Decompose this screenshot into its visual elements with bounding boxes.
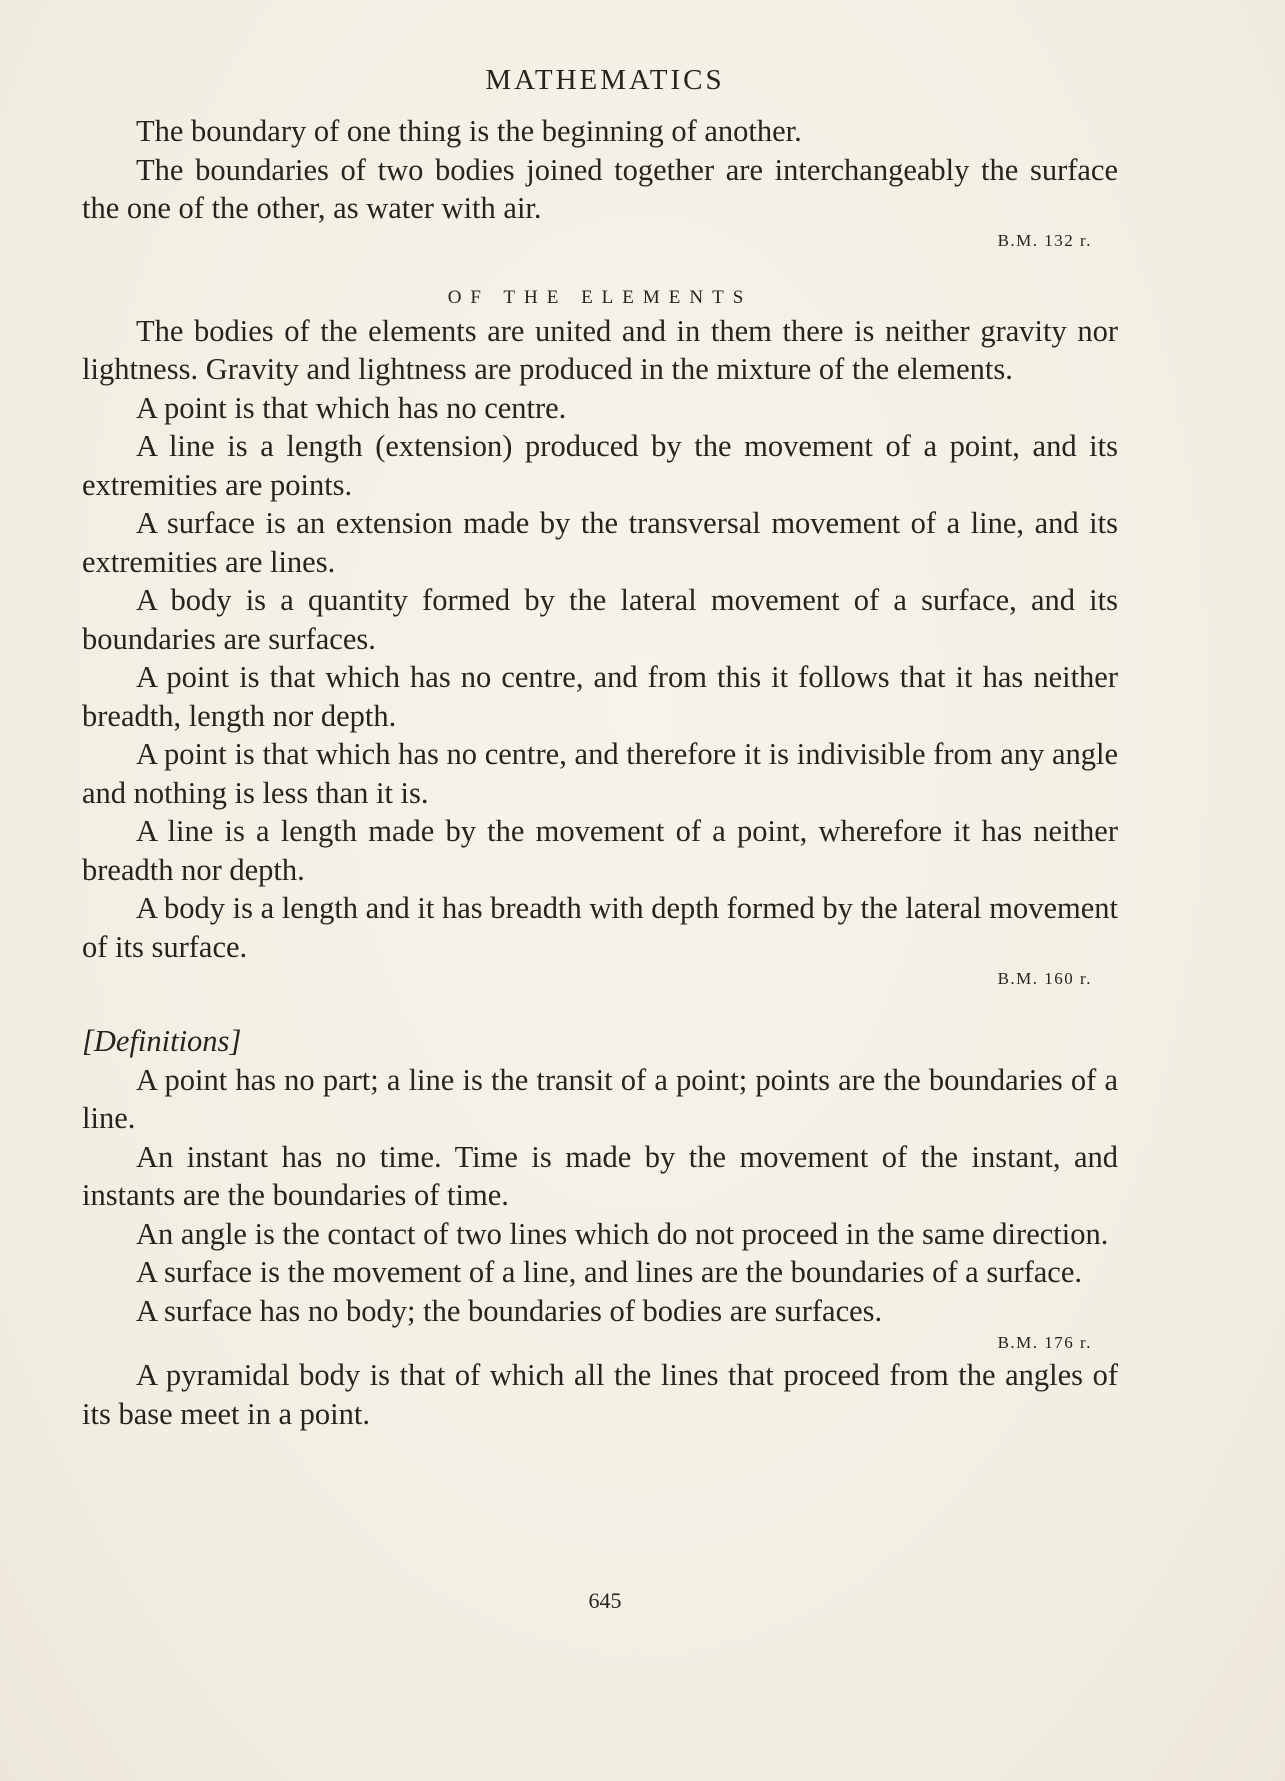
paragraph: The boundaries of two bodies joined together are interchangeably the surface the one of the other, as water with air.	[82, 152, 1118, 225]
paragraph: A point is that which has no centre, and from this it follows that it has neither breadth, length nor depth.	[82, 660, 1118, 733]
paragraph: A surface is the movement of a line, and lines are the boundaries of a surface.	[136, 1255, 1082, 1289]
paragraph: A line is a length made by the movement of a point, wherefore it has neither breadth nor depth.	[82, 814, 1118, 887]
running-header: MATHEMATICS	[485, 64, 725, 96]
paragraph: A surface is an extension made by the transversal movement of a line, and its extremities are lines.	[82, 506, 1118, 579]
paragraph: A pyramidal body is that of which all the lines that proceed from the angles of its base meet in a point.	[82, 1358, 1118, 1431]
paragraph: The bodies of the elements are united and in them there is neither gravity nor lightness. Gravity and lightness are produced in the mixture of the elements.	[82, 313, 1118, 386]
section-title: OF THE ELEMENTS	[447, 286, 753, 308]
paragraph: An instant has no time. Time is made by the movement of the instant, and instants are the boundaries of time.	[82, 1139, 1118, 1212]
paragraph: A point is that which has no centre.	[136, 390, 567, 425]
bracket-close: ]	[229, 1024, 242, 1058]
source-reference: B.M. 176 r.	[997, 1333, 1092, 1352]
heading-text: Definitions	[93, 1024, 230, 1058]
paragraph: An angle is the contact of two lines which do not proceed in the same direction.	[136, 1216, 1109, 1251]
source-reference: B.M. 132 r.	[997, 230, 1092, 250]
paragraph: A point is that which has no centre, and therefore it is indivisible from any angle and nothing is less than it is.	[82, 737, 1118, 810]
page-number: 645	[588, 1588, 622, 1613]
paragraph: A surface has no body; the boundaries of bodies are surfaces.	[136, 1293, 883, 1328]
paragraph: The boundary of one thing is the beginning of another.	[136, 114, 802, 148]
source-reference: B.M. 160 r.	[997, 969, 1092, 988]
paragraph: A line is a length (extension) produced by the movement of a point, and its extremities are points.	[82, 429, 1118, 502]
paragraph: A body is a quantity formed by the lateral movement of a surface, and its boundaries are surfaces.	[82, 583, 1118, 656]
paragraph: A body is a length and it has breadth with depth formed by the lateral movement of its surface.	[82, 891, 1118, 964]
bracket-open: [	[82, 1024, 94, 1058]
definitions-heading	[82, 1022, 1118, 1061]
page-text	[82, 112, 1118, 1433]
paragraph: A point has no part; a line is the transit of a point; points are the boundaries of a line.	[82, 1062, 1118, 1135]
